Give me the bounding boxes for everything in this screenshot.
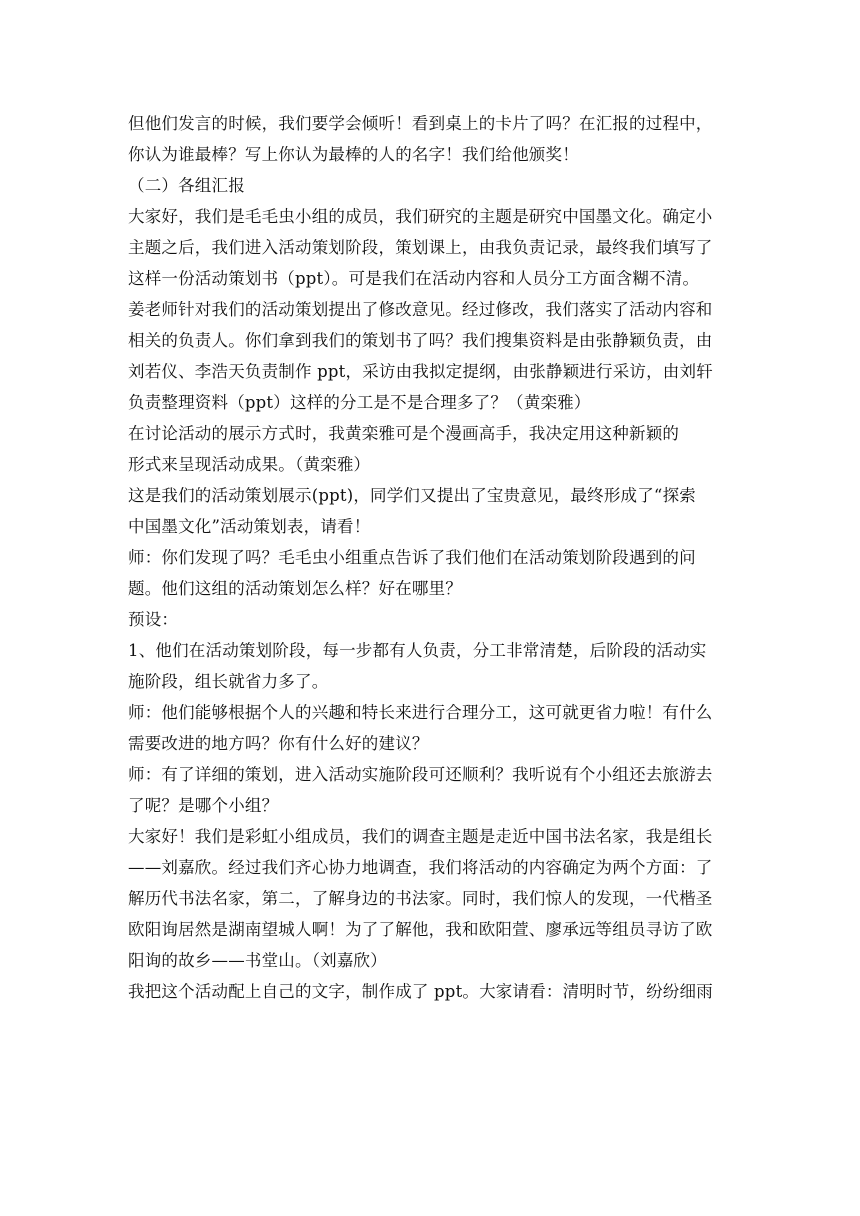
paragraph-teacher-question: 师：你们发现了吗？毛毛虫小组重点告诉了我们他们在活动策划阶段遇到的问 题。他们这组的活动策划怎么样？好在哪里？ <box>128 548 696 598</box>
paragraph-preset-1: 1、他们在活动策划阶段，每一步都有人负责，分工非常清楚，后阶段的活动实 施阶段，组长就省力多了。 <box>128 641 707 691</box>
section-heading-group-report: （二）各组汇报 <box>128 176 245 195</box>
document-body <box>128 108 740 1007</box>
paragraph-teacher-revision: 姜老师针对我们的活动策划提出了修改意见。经过修改，我们落实了活动内容和 相关的负责人。你们拿到我们的策划书了吗？我们搜集资料是由张静颖负责，由 刘若仪、李浩天负责制作 ppt，采访由我拟定提纲，由张静颖进行采访，由刘轩 负责整理资料（ppt）这样的分工是不是合理多了？（黄栾雅） <box>128 300 713 412</box>
paragraph-plan-display: 这是我们的活动策划展示(ppt)，同学们又提出了宝贵意见，最终形成了“探索 中国墨文化”活动策划表，请看！ <box>128 486 696 536</box>
paragraph-teacher-implementation: 师：有了详细的策划，进入活动实施阶段可还顺利？我听说有个小组还去旅游去 了呢？是哪个小组？ <box>128 765 713 815</box>
paragraph-rainbow-group: 大家好！我们是彩虹小组成员，我们的调查主题是走近中国书法名家，我是组长 ——刘嘉欣。经过我们齐心协力地调查，我们将活动的内容确定为两个方面：了 解历代书法名家，第二，了解身边的书法家。同时，我们惊人的发现，一代楷圣 欧阳询居然是湖南望城人啊！为了了解他，我和欧阳萱、廖承远等组员寻访了欧 阳询的故乡——书堂山。（刘嘉欣） <box>128 827 713 970</box>
paragraph-ppt-qingming: 我把这个活动配上自己的文字，制作成了 ppt。大家请看：清明时节，纷纷细雨 <box>128 982 713 1001</box>
paragraph-comic-display: 在讨论活动的展示方式时，我黄栾雅可是个漫画高手，我决定用这种新颖的 形式来呈现活动成果。（黄栾雅） <box>128 424 680 474</box>
paragraph-teacher-division: 师：他们能够根据个人的兴趣和特长来进行合理分工，这可就更省力啦！有什么 需要改进的地方吗？你有什么好的建议？ <box>128 703 713 753</box>
paragraph-caterpillar-intro: 大家好，我们是毛毛虫小组的成员，我们研究的主题是研究中国墨文化。确定小 主题之后，我们进入活动策划阶段，策划课上，由我负责记录，最终我们填写了 这样一份活动策划书（ppt）。可是我们在活动内容和人员分工方面含糊不清。 <box>128 207 713 288</box>
paragraph-listening: 但他们发言的时候，我们要学会倾听！看到桌上的卡片了吗？在汇报的过程中， 你认为谁最棒？写上你认为最棒的人的名字！我们给他颁奖！ <box>128 114 713 164</box>
paragraph-preset-label: 预设： <box>128 610 179 629</box>
